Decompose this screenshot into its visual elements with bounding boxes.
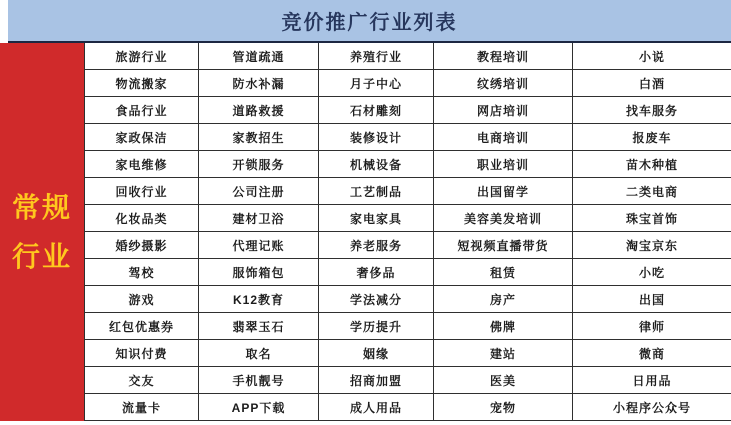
- industry-cell: 知识付费: [84, 340, 198, 367]
- industry-cell: 租赁: [433, 259, 572, 286]
- industry-cell: 报废车: [572, 124, 731, 151]
- table-row: [84, 70, 731, 97]
- industry-cell: 取名: [198, 340, 318, 367]
- industry-cell: 微商: [572, 340, 731, 367]
- industry-cell: 养老服务: [318, 232, 433, 259]
- industry-cell: 房产: [433, 286, 572, 313]
- industry-cell: 职业培训: [433, 151, 572, 178]
- industry-table: [84, 43, 731, 421]
- industry-cell: 招商加盟: [318, 367, 433, 394]
- industry-cell: 教程培训: [433, 43, 572, 70]
- industry-cell: 婚纱摄影: [84, 232, 198, 259]
- industry-cell: 学法减分: [318, 286, 433, 313]
- category-label-line2: 行业: [11, 241, 72, 272]
- industry-cell: 电商培训: [433, 124, 572, 151]
- industry-cell: K12教育: [198, 286, 318, 313]
- industry-cell: 流量卡: [84, 394, 198, 421]
- industry-cell: 月子中心: [318, 70, 433, 97]
- industry-cell: 家电维修: [84, 151, 198, 178]
- industry-cell: 食品行业: [84, 97, 198, 124]
- industry-cell: 小程序公众号: [572, 394, 731, 421]
- category-label-line1: 常规: [11, 192, 72, 223]
- table-row: [84, 286, 731, 313]
- industry-cell: 律师: [572, 313, 731, 340]
- industry-cell: 建材卫浴: [198, 205, 318, 232]
- industry-cell: 淘宝京东: [572, 232, 731, 259]
- industry-cell: 小吃: [572, 259, 731, 286]
- industry-cell: 姻缘: [318, 340, 433, 367]
- industry-cell: 二类电商: [572, 178, 731, 205]
- page-title: 竞价推广行业列表: [281, 12, 458, 34]
- industry-cell: 道路救援: [198, 97, 318, 124]
- industry-cell: 珠宝首饰: [572, 205, 731, 232]
- table-row: [84, 367, 731, 394]
- table-row: [84, 259, 731, 286]
- table-row: [84, 205, 731, 232]
- industry-cell: 建站: [433, 340, 572, 367]
- table-row: [84, 340, 731, 367]
- industry-cell: 出国留学: [433, 178, 572, 205]
- industry-cell: 学历提升: [318, 313, 433, 340]
- industry-cell: 机械设备: [318, 151, 433, 178]
- industry-cell: 白酒: [572, 70, 731, 97]
- industry-cell: 宠物: [433, 394, 572, 421]
- industry-cell: 出国: [572, 286, 731, 313]
- industry-cell: 游戏: [84, 286, 198, 313]
- industry-cell: 网店培训: [433, 97, 572, 124]
- industry-cell: 石材雕刻: [318, 97, 433, 124]
- industry-cell: 开锁服务: [198, 151, 318, 178]
- industry-cell: 防水补漏: [198, 70, 318, 97]
- industry-cell: 管道疏通: [198, 43, 318, 70]
- industry-cell: 小说: [572, 43, 731, 70]
- industry-cell: 手机靓号: [198, 367, 318, 394]
- industry-cell: 红包优惠券: [84, 313, 198, 340]
- industry-cell: 翡翠玉石: [198, 313, 318, 340]
- industry-cell: 苗木种植: [572, 151, 731, 178]
- industry-cell: 医美: [433, 367, 572, 394]
- industry-cell: 物流搬家: [84, 70, 198, 97]
- industry-cell: APP下载: [198, 394, 318, 421]
- industry-cell: 奢侈品: [318, 259, 433, 286]
- industry-cell: 公司注册: [198, 178, 318, 205]
- table-row: [84, 43, 731, 70]
- table-row: [84, 97, 731, 124]
- industry-cell: 代理记账: [198, 232, 318, 259]
- industry-cell: 回收行业: [84, 178, 198, 205]
- category-label: [12, 183, 72, 281]
- industry-cell: 装修设计: [318, 124, 433, 151]
- industry-cell: 服饰箱包: [198, 259, 318, 286]
- industry-cell: 旅游行业: [84, 43, 198, 70]
- table-row: [84, 394, 731, 421]
- industry-cell: 日用品: [572, 367, 731, 394]
- industry-cell: 美容美发培训: [433, 205, 572, 232]
- industry-cell: 驾校: [84, 259, 198, 286]
- industry-cell: 成人用品: [318, 394, 433, 421]
- table-row: [84, 151, 731, 178]
- table-row: [84, 178, 731, 205]
- industry-cell: 化妆品类: [84, 205, 198, 232]
- industry-cell: 短视频直播带货: [433, 232, 572, 259]
- table-row: [84, 124, 731, 151]
- industry-cell: 家教招生: [198, 124, 318, 151]
- industry-cell: 交友: [84, 367, 198, 394]
- industry-cell: 养殖行业: [318, 43, 433, 70]
- table-row: [84, 232, 731, 259]
- category-sidebar: [0, 43, 84, 421]
- industry-cell: 工艺制品: [318, 178, 433, 205]
- industry-cell: 家电家具: [318, 205, 433, 232]
- industry-cell: 佛牌: [433, 313, 572, 340]
- industry-cell: 纹绣培训: [433, 70, 572, 97]
- title-banner: [8, 0, 731, 43]
- industry-cell: 家政保洁: [84, 124, 198, 151]
- industry-cell: 找车服务: [572, 97, 731, 124]
- table-row: [84, 313, 731, 340]
